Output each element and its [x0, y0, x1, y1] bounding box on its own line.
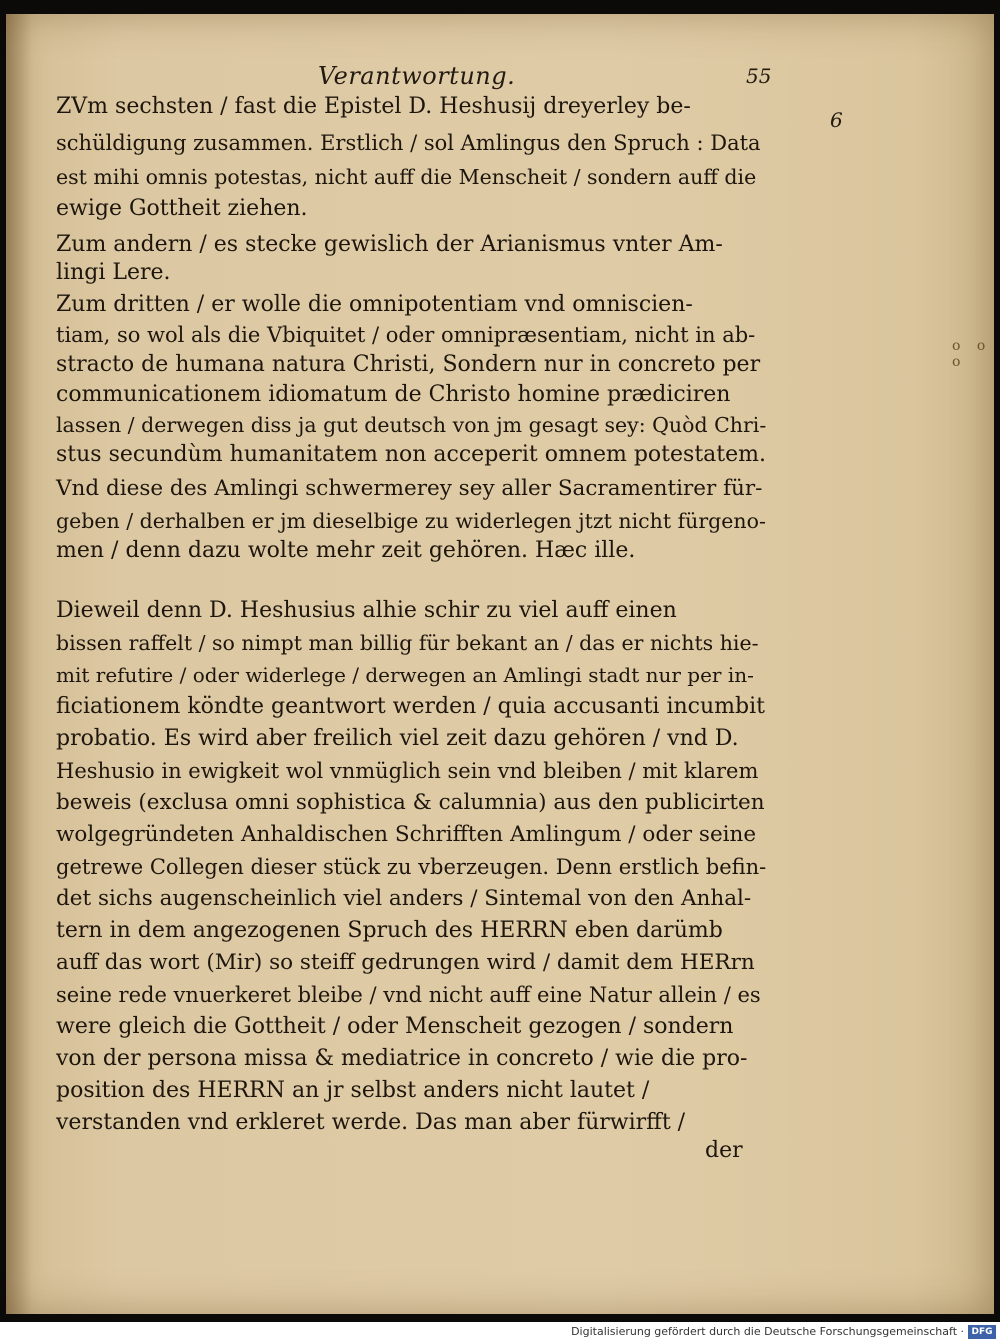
text-line: were gleich die Gottheit / oder Menscheit gezogen / sondern	[56, 1014, 734, 1039]
text-line: verstanden vnd erkleret werde. Das man aber fürwirfft /	[56, 1110, 686, 1135]
footer-credit: Digitalisierung gefördert durch die Deutsche Forschungsgemeinschaft ·	[571, 1325, 964, 1338]
text-line: tern in dem angezogenen Spruch des HERRN eben darümb	[56, 918, 723, 943]
text-line: men / denn dazu wolte mehr zeit gehören. Hæc ille.	[56, 538, 636, 563]
text-line: bissen raffelt / so nimpt man billig für bekant an / das er nichts hie-	[56, 631, 759, 655]
scan-left-edge	[0, 0, 6, 1322]
text-line: Vnd diese des Amlingi schwermerey sey aller Sacramentirer für-	[56, 476, 763, 501]
text-line: geben / derhalben er jm dieselbige zu widerlegen jtzt nicht fürgeno-	[56, 509, 766, 533]
text-line: est mihi omnis potestas, nicht auff die Menscheit / sondern auff die	[56, 165, 757, 189]
folio-mark: 6	[830, 108, 843, 132]
text-line: tiam, so wol als die Vbiquitet / oder omnipræsentiam, nicht in ab-	[56, 323, 756, 347]
dfg-logo-icon: DFG	[968, 1325, 996, 1339]
text-line: Heshusio in ewigkeit wol vnmüglich sein vnd bleiben / mit klarem	[56, 759, 759, 783]
text-line: getrewe Collegen dieser stück zu vberzeugen. Denn erstlich befin-	[56, 855, 767, 879]
text-line: ewige Gottheit ziehen.	[56, 196, 308, 221]
page-number: 55	[746, 64, 772, 88]
text-line: schüldigung zusammen. Erstlich / sol Amlingus den Spruch : Data	[56, 131, 761, 155]
text-line: stracto de humana natura Christi, Sondern nur in concreto per	[56, 352, 761, 377]
text-line: Dieweil denn D. Heshusius alhie schir zu viel auff einen	[56, 598, 677, 623]
running-head: Verantwortung.	[318, 62, 516, 90]
text-line: lingi Lere.	[56, 260, 171, 285]
text-line: seine rede vnuerkeret bleibe / vnd nicht auff eine Natur allein / es	[56, 983, 761, 1007]
text-line: beweis (exclusa omni sophistica & calumnia) aus den publicirten	[56, 790, 765, 815]
text-line: Zum dritten / er wolle die omnipotentiam vnd omniscien-	[56, 292, 693, 317]
text-line: ZVm sechsten / fast die Epistel D. Heshusij dreyerley be-	[56, 94, 691, 119]
text-line: stus secundùm humanitatem non acceperit omnem potestatem.	[56, 442, 766, 467]
text-line: mit refutire / oder widerlege / derwegen an Amlingi stadt nur per in-	[56, 663, 754, 687]
text-line: det sichs augenscheinlich viel anders / Sintemal von den Anhal-	[56, 886, 752, 911]
text-line: wolgegründeten Anhaldischen Schrifften Amlingum / oder seine	[56, 822, 757, 847]
text-line: probatio. Es wird aber freilich viel zeit dazu gehören / vnd D.	[56, 726, 739, 751]
text-line: Zum andern / es stecke gewislich der Arianismus vnter Am-	[56, 232, 723, 257]
text-line: lassen / derwegen diss ja gut deutsch von jm gesagt sey: Quòd Chri-	[56, 413, 767, 437]
text-line: ficiationem köndte geantwort werden / quia accusanti incumbit	[56, 694, 765, 719]
text-line: auff das wort (Mir) so steiff gedrungen wird / damit dem HERrn	[56, 950, 755, 975]
text-line: position des HERRN an jr selbst anders nicht lautet /	[56, 1078, 650, 1103]
catchword: der	[705, 1138, 743, 1163]
text-line: communicationem idiomatum de Christo homine prædiciren	[56, 382, 731, 407]
text-line: von der persona missa & mediatrice in concreto / wie die pro-	[56, 1046, 748, 1071]
gutter-marks: o o o	[952, 338, 992, 370]
